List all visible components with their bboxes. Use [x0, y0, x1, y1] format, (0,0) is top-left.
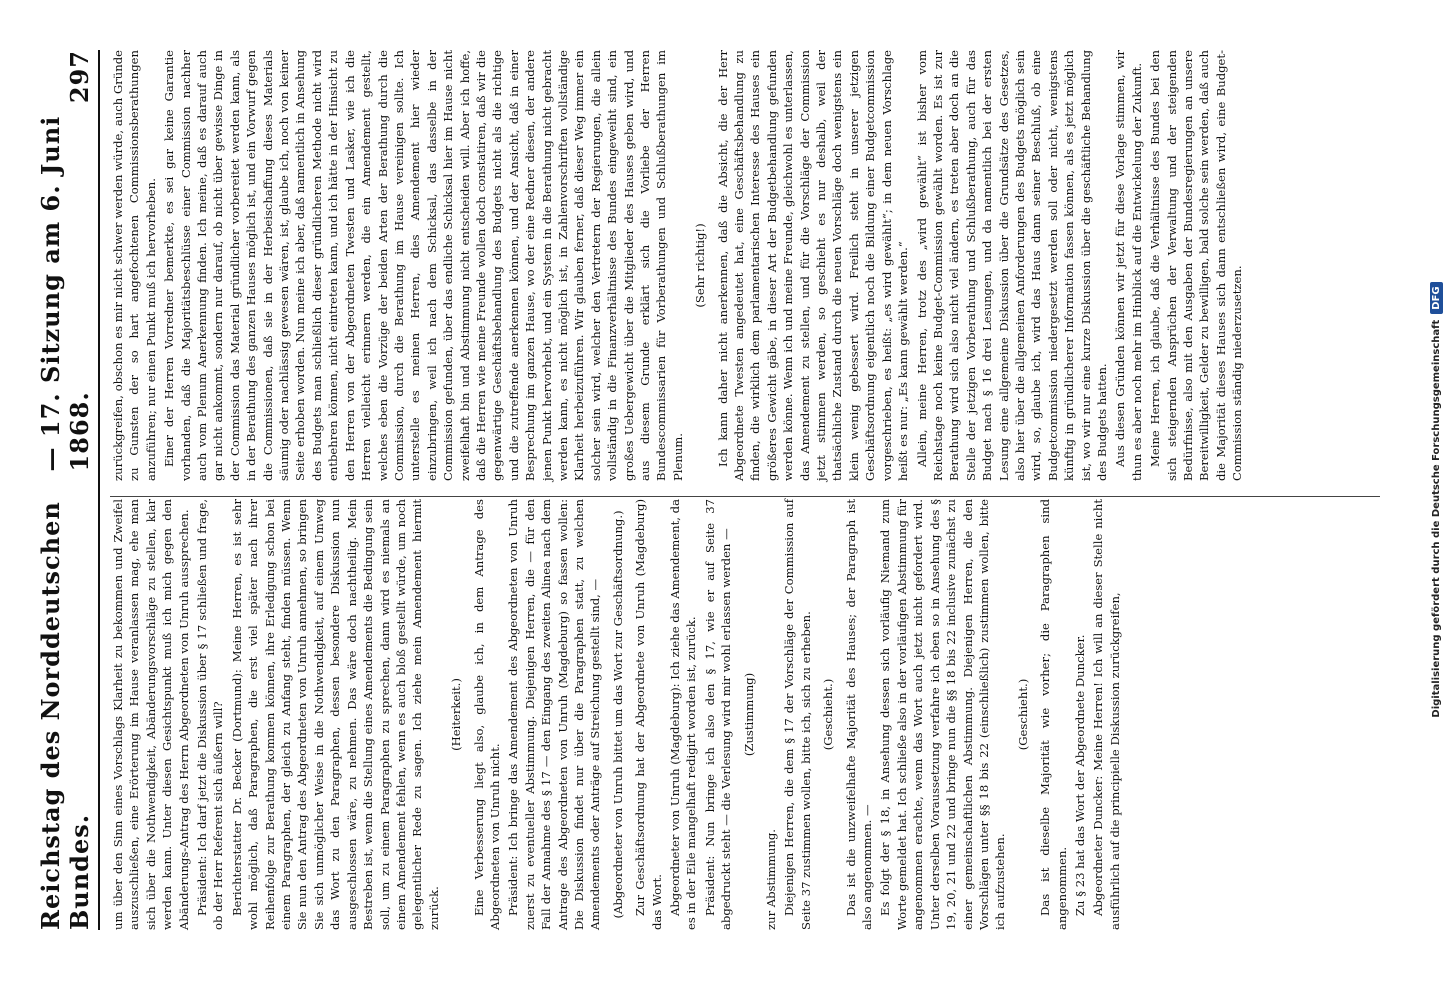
paragraph: (Heiterkeit.) [449, 678, 464, 751]
paragraph: Das ist die unzweifelhafte Majorität des Hauses; der Paragraph ist also angenommen. — [843, 499, 875, 930]
paragraph: um über den Sinn eines Vorschlags Klarheit zu bekommen und Zweifel auszuschließen, eine Erörterung im Hause veranlassen mag, ehe man sich über die Nothwendigkeit, Abänderungsvorschläge zu stellen, klar werden kann. Unter diesen Gesichtspunkt muß ich mich gegen den Abänderungs-Antrag des Herrn Abgeordneten von Unruh aussprechen. [111, 499, 191, 930]
paragraph: (Zustimmung) [741, 672, 756, 757]
paragraph: Präsident: Nun bringe ich also den § 17, wie er auf Seite 37 abgedruckt steht — die Verlesung wird mir wohl erlassen werden — [702, 499, 734, 930]
paragraph: (Sehr richtig!) [693, 223, 708, 308]
paragraph: (Abgeordneter von Unruh bittet um das Wort zur Geschäftsordnung.) [610, 510, 625, 919]
paragraph: zur Abstimmung. [764, 829, 779, 930]
paragraph: Allein, meine Herren, trotz des „wird gewählt“ ist bisher vom Reichstage noch keine Budget-Commission gewählt worden. Es ist zur Berathung wird sich also nicht viel ändern, es treten aber doch an die Stelle der jetzigen Vorberathung und Schlußberathung, auch für das Budget nach § 16 drei Lesungen, und da namentlich bei der ersten Lesung eine allgemeine Diskussion über die Grundsätze des Gesetzes, also hier über die allgemeinen Anforderungen des Budgets möglich sein wird, so, glaube ich, wird das Haus dann seiner Beschluß, ob eine Budgetcommission niedergesetzt werden soll oder nicht, wenigstens künftig in gründlicherer Information fassen können, als es jetzt möglich ist, wo wir nur eine kurze Diskussion über die geschäftliche Behandlung des Budgets hatten. [914, 50, 1109, 481]
paragraph: Aus diesen Gründen können wir jetzt für diese Vorlage stimmen, wir thun es aber noch mehr im Hinblick auf die Entwickelung der Zukunft. [1113, 50, 1144, 481]
dfg-note-text: Digitalisierung gefördert durch die Deutsche Forschungsgemeinschaft [1430, 319, 1442, 718]
paragraph: (Geschieht.) [821, 678, 836, 751]
paragraph: Zu § 23 hat das Wort der Abgeordnete Duncker. [1072, 634, 1087, 916]
paragraph: Es folgt der § 18, in Ansehung dessen sich vorläufig Niemand zum Worte gemeldet hat. Ich schließe also in der vorläufigen Abstimmung für angenommen erachte, wenn das Wort auch jetzt nicht gefordert wird. Unter derselben Voraussetzung verfahre ich eben so in Ansehung des § 19, 20, 21 und 22 und bringe nun die §§ 18 bis 22 inclusive zunächst zu einer gemeinschaftlichen Abstimmung. Diejenigen Herren, die den Vorschlägen unter §§ 18 bis 22 (einschließlich) zustimmen wollen, bitte ich aufzustehen. [878, 499, 1008, 930]
paragraph: Abgeordneter Duncker: Meine Herren! Ich will an dieser Stelle nicht ausführlich auf die principielle Diskussion zurückgreifen, [1091, 499, 1122, 930]
page-number: 297 [65, 50, 94, 104]
paragraph: Einer der Herren Vorredner bemerkte, es sei gar keine Garantie vorhanden, daß die Majoritätsbeschlüsse einer Commission nachher auch vom Plenum Anerkennung finden. Ich meine, daß es darauf auch gar nicht ankommt, sondern nur darauf, ob nicht über gewisse Dinge in der Commission das Material gründlicher vorbereitet werden kann, als in der Berathung des ganzen Hauses möglich ist, und ein Vorwurf gegen die Commissionen, daß sie in der Herbeischaffung dieses Materials säumig oder nachlässig gewesen wären, ist, glaube ich, noch von keiner Seite erhoben worden. Nun meine ich aber, daß namentlich in Ansehung des Budgets man schließlich dieser gründlicheren Methode nicht wird entbehren können, nicht eintreten kann, und ich hätte in der Hinsicht zu den Herren von der Abgeordneten Twesten und Lasker, wie ich die Herren vielleicht erinnern werden, die ein Amendement gestellt, welches eben die Vorzüge der beiden Arten der Berathung durch die Commission, durch die Berathung im Hause vereinigen sollte. Ich unterstelle es meinen Herren, dies Amendement hier wieder einzubringen, weil ich nach dem Schicksal, das dasselbe in der Commission gefunden, über das endliche Schicksal hier im Hause nicht zweifelhaft bin und Abstimmung nicht entscheiden will. Aber ich hoffe, daß die Herren wie meine Freunde wollen doch constatiren, daß wir die gegenwärtige Geschäftsbehandlung des Budgets nicht als die richtige und die zutreffende anerkennen können, und der Ansicht, daß in einer Besprechung im ganzen Hause, wo der eine Redner diesen, der andere jenen Punkt hervorhebt, und ein System in die Berathung nicht gebracht werden kann, es nicht möglich ist, in Zahlenvorschriften vollständige Klarheit herbeizuführen. Wir glauben ferner, daß dieser Weg immer ein solcher sein wird, welcher den Vertretern der Regierungen, die allein vollständig in die Finanzverhältnisse des Bundes eingeweiht sind, ein großes Uebergewicht über die Mitglieder des Hauses geben wird, und aus diesem Grunde erklärt sich die Vorliebe der Herren Bundescommissarien für Vorberathungen und Schlußberathungen im Plenum. [162, 50, 685, 481]
left-column [110, 499, 1390, 930]
paragraph: Präsident: Ich bringe das Amendement des Abgeordneten von Unruh zuerst zu eventueller Abstimmung. Diejenigen Herren, die — für den Fall der Annahme des § 17 — den Eingang des zweiten Alinea nach dem Antrage des Abgeordneten von Unruh (Magdeburg) so fassen wollen: Die Diskussion findet nur über die Paragraphen statt, zu welchen Amendements oder Anträge auf Streichung gestellt sind, — [506, 499, 603, 930]
paragraph: Eine Verbesserung liegt also, glaube ich, in dem Antrage des Abgeordneten von Unruh nicht. [471, 499, 502, 930]
header-title: Reichstag des Norddeutschen Bundes. [36, 501, 94, 930]
paragraph: Das ist dieselbe Majorität wie vorher; die Paragraphen sind angenommen. [1038, 499, 1069, 930]
paragraph: Ich kann daher nicht anerkennen, daß die Absicht, die der Herr Abgeordnete Twesten angedeutet hat, eine Geschäftsbehandlung zu finden, die wirklich dem parlamentarischen Interesse des Hauses ein größeres Gewicht gäbe, in dieser Art der Budgetbehandlung gefunden werden könne. Wenn ich und meine Freunde, gleichwohl es unterlassen, das Amendement zu stellen, und für die Vorschläge der Commission jetzt stimmen werden, so geschieht es nur deshalb, weil der thatsächliche Zustand durch die neuen Vorschläge doch wenigstens ein klein wenig gebessert wird. Freilich steht in unserer jetzigen Geschäftsordnung eigentlich noch die Bildung einer Budgetcommission vorgeschrieben, es heißt: „es wird gewählt“; in dem neuen Vorschlage heißt es nur: „Es kann gewählt werden.“ [715, 50, 911, 481]
paragraph: Zur Geschäftsordnung hat der Abgeordnete von Unruh (Magdeburg) das Wort. [633, 499, 664, 930]
page-header [36, 50, 100, 930]
columns [110, 50, 1390, 930]
page-inner [36, 50, 1390, 930]
header-session: — 17. Sitzung am 6. Juni 1868. [36, 115, 94, 472]
paragraph: Präsident: Ich darf jetzt die Diskussion über § 17 schließen und frage, ob der Herr Referent sich äußern will? [195, 499, 226, 930]
right-column [110, 50, 1390, 481]
dfg-logo: DFG [1430, 282, 1443, 313]
paragraph: Meine Herren, ich glaube, daß die Verhältnisse des Bundes bei den sich steigernden Ansprüchen der Verwaltung und der steigenden Bedürfnisse, also mit den Ausgaben der Bundesregierungen an unsere Bereitwilligkeit, Gelder zu bewilligen, bald solche sein werden, daß auch die Majorität dieses Hauses sich dann entschließen wird, eine Budget-Commission ständig niederzusetzen. [1148, 50, 1245, 481]
paragraph: Abgeordneter von Unruh (Magdeburg): Ich ziehe das Amendement, da es in der Eile mangelhaft redigirt worden ist, zurück. [668, 499, 699, 930]
paragraph: Diejenigen Herren, die dem § 17 der Vorschläge der Commission auf Seite 37 zustimmen wollen, bitte ich, sich zu erheben. [782, 499, 813, 930]
paragraph: zurückgreifen, obschon es mir nicht schwer werden würde, auch Gründe zu Gunsten der so hart angefochtenen Commissionsberathungen anzuführen; nur einen Punkt muß ich hervorheben. [111, 50, 158, 481]
paragraph: (Geschieht.) [1015, 678, 1030, 751]
paragraph: Berichterstatter Dr. Becker (Dortmund): Meine Herren, es ist sehr wohl möglich, daß Paragraphen, die erst viel später nach ihrer Reihenfolge zur Berathung kommen können, ihre Erledigung schon bei einem Paragraphen, der gleich zu Anfang steht, finden müssen. Wenn Sie nun den Antrag des Abgeordneten von Unruh annehmen, so bringen Sie sich unmöglicher Weise in die Nothwendigkeit, auf einem Umweg das Wort zu den Paragraphen, dessen besondere Diskussion nun ausgeschlossen wäre, zu nehmen. Das wäre doch nachtheilig. Mein Bestreben ist, wenn die Stellung eines Amendements die Bedingung sein soll, um zu einem Paragraphen zu sprechen, dann wird es niemals an einem Amendement fehlen, wenn es auch bloß gestellt würde, um noch gelegentlicher Rede zu sagen. Ich ziehe mein Amendement hiermit zurück. [229, 499, 441, 930]
dfg-side-note [1400, 10, 1442, 990]
